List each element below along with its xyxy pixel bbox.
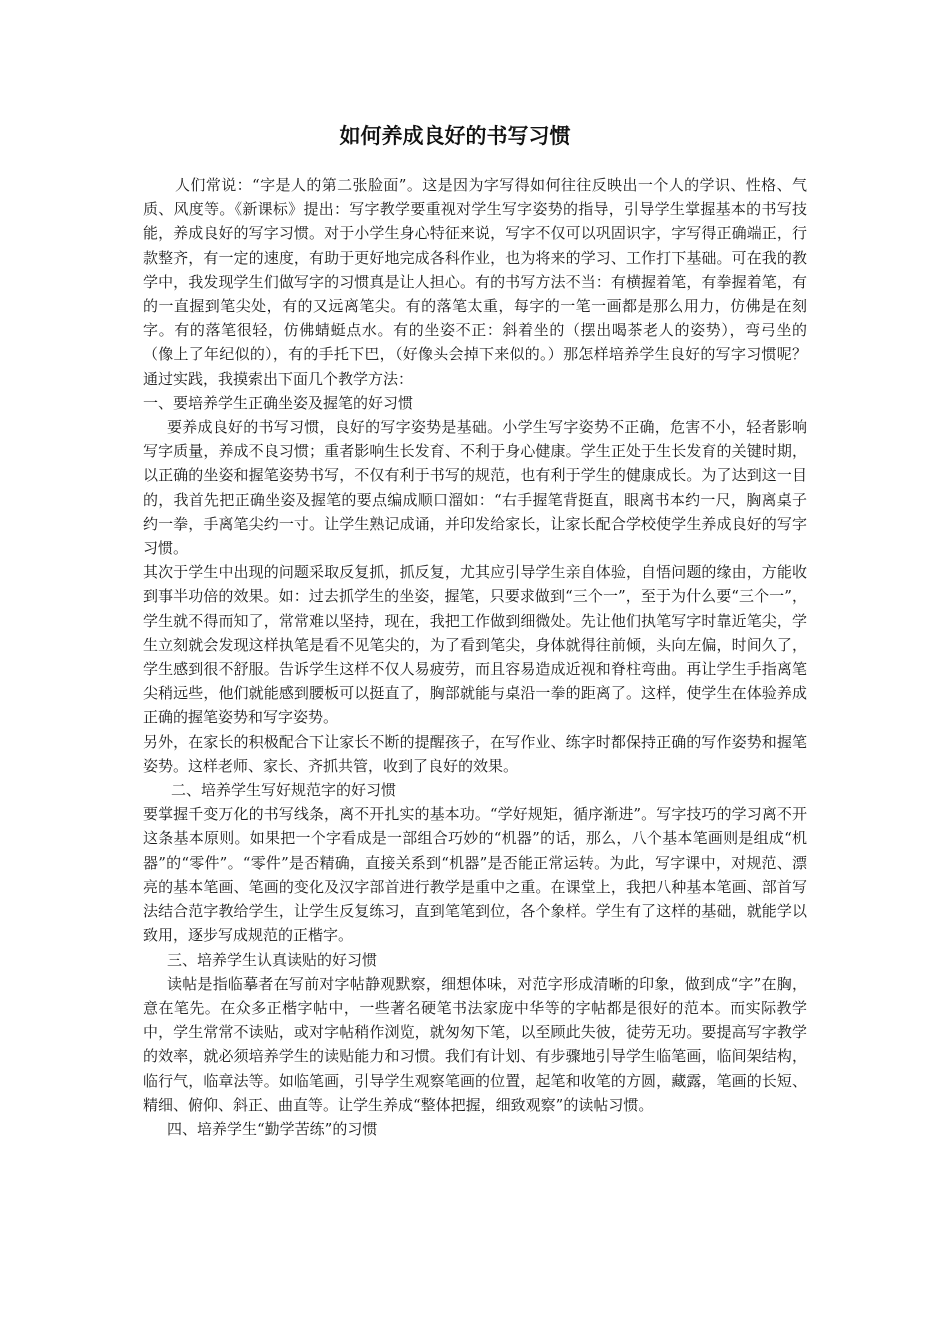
paragraph-strokes: 要掌握千变万化的书写线条，离不开扎实的基本功。“学好规矩，循序渐进”。写字技巧的学习离不开这条基本原则。如果把一个字看成是一部组合巧妙的“机器”的话，那么，八个基本笔画则是组成“机器”的“零件”。“零件”是否精确，直接关系到“机器”是否能正常运转。为此，写字课中，对规范、漂亮的基本笔画、笔画的变化及汉字部首进行教学是重中之重。在课堂上，我把八种基本笔画、部首写法结合范字教给学生，让学生反复练习，直到笔笔到位，各个象样。学生有了这样的基础，就能学以致用，逐步写成规范的正楷字。 (143, 805, 807, 945)
paragraph-parents: 另外，在家长的积极配合下让家长不断的提醒孩子，在写作业、练字时都保持正确的写作姿势和握笔姿势。这样老师、家长、齐抓共管，收到了良好的效果。 (143, 732, 807, 775)
section-heading-3: 三、培养学生认真读贴的好习惯 (167, 950, 378, 969)
paragraph-repetition: 其次于学生中出现的问题采取反复抓，抓反复，尤其应引导学生亲自体验，自悟问题的缘由，方能收到事半功倍的效果。如：过去抓学生的坐姿，握笔，只要求做到“三个一”，至于为什么要“三个一”，学生就不得而知了，常常难以坚持，现在，我把工作做到细微处。先让他们执笔写字时靠近笔尖，学生立刻就会发现这样执笔是看不见笔尖的，为了看到笔尖，身体就得往前倾，头向左偏，时间久了，学生感到很不舒服。告诉学生这样不仅人易疲劳，而且容易造成近视和脊柱弯曲。再让学生手指离笔尖稍远些，他们就能感到腰板可以挺直了，胸部就能与桌沿一拳的距离了。这样，使学生在体验养成正确的握笔姿势和写字姿势。 (143, 563, 807, 727)
paragraph-reading: 读帖是指临摹者在写前对字帖静观默察，细想体味，对范字形成清晰的印象，做到成“字”在胸，意在笔先。在众多正楷字帖中，一些著名硬笔书法家庞中华等的字帖都是很好的范本。而实际教学中，学生常常不读贴，或对字帖稍作浏览，就匆匆下笔，以至顾此失彼，徒劳无功。要提高写字教学的效率，就必须培养学生的读贴能力和习惯。我们有计划、有步骤地引导学生临笔画，临间架结构，临行气，临章法等。如临笔画，引导学生观察笔画的位置，起笔和收笔的方圆，藏露，笔画的长短、精细、俯仰、斜正、曲直等。让学生养成“整体把握，细致观察”的读帖习惯。 (143, 974, 807, 1114)
document-body (143, 173, 807, 1141)
paragraph-intro: 人们常说：“字是人的第二张脸面”。这是因为字写得如何往往反映出一个人的学识、性格、气质、风度等。《新课标》提出：写字教学要重视对学生写字姿势的指导，引导学生掌握基本的书写技能，养成良好的写字习惯。对于小学生身心特征来说，写字不仅可以巩固识字，字写得正确端正，行款整齐，有一定的速度，有助于更好地完成各科作业，也为将来的学习、工作打下基础。可在我的教学中，我发现学生们做写字的习惯真是让人担心。有的书写方法不当：有横握着笔，有拳握着笔，有的一直握到笔尖处，有的又远离笔尖。有的落笔太重，每字的一笔一画都是那么用力，仿佛是在刻字。有的落笔很轻，仿佛蜻蜓点水。有的坐姿不正：斜着坐的（摆出喝茶老人的姿势），弯弓坐的（像上了年纪似的），有的手托下巴，（好像头会掉下来似的。）那怎样培养学生良好的写字习惯呢？通过实践，我摸索出下面几个教学方法： (143, 176, 807, 388)
section-heading-2: 二、培养学生写好规范字的好习惯 (171, 781, 397, 800)
paragraph-posture: 要养成良好的书写习惯，良好的写字姿势是基础。小学生写字姿势不正确，危害不小，轻者影响写字质量，养成不良习惯；重者影响生长发育、不利于身心健康。学生正处于生长发育的关键时期，以正确的坐姿和握笔姿势书写，不仅有利于书写的规范，也有利于学生的健康成长。为了达到这一目的，我首先把正确坐姿及握笔的要点编成顺口溜如：“右手握笔背挺直，眼离书本约一尺，胸离桌子约一拳，手离笔尖约一寸。让学生熟记成诵，并印发给家长，让家长配合学校使学生养成良好的写字习惯。 (143, 418, 807, 558)
document-title: 如何养成良好的书写习惯 (339, 124, 571, 148)
section-heading-1: 一、要培养学生正确坐姿及握笔的好习惯 (143, 393, 414, 412)
section-heading-4: 四、培养学生“勤学苦练”的习惯 (167, 1119, 378, 1138)
